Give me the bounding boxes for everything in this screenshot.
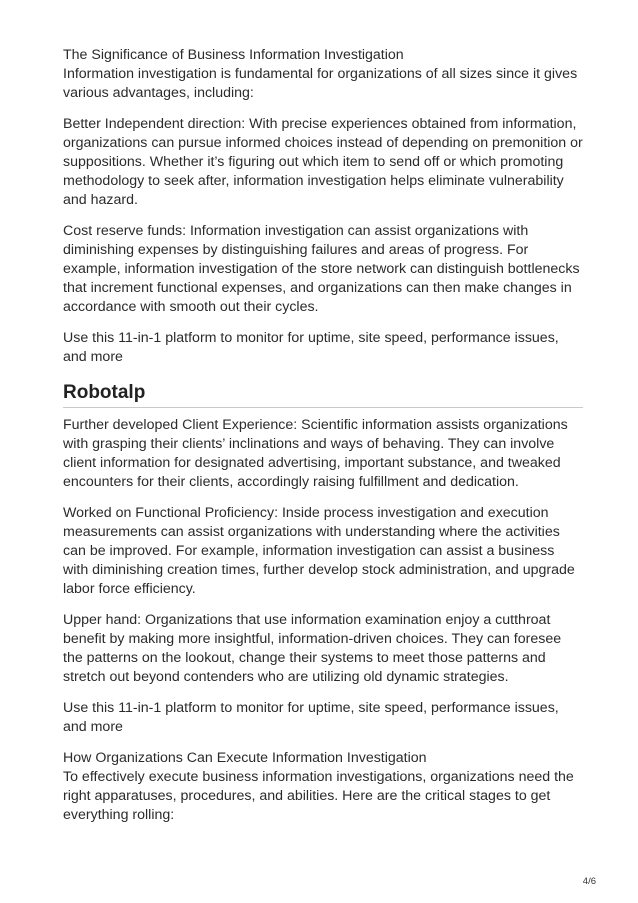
section-intro: To effectively execute business information investigations, organizations need the right apparatuses, procedures, and abilities. Here are the critical stages to get everything rolling: (63, 769, 574, 823)
paragraph-upper-hand: Upper hand: Organizations that use information examination enjoy a cutthroat benefit by making more insightful, information-driven choices. They can foresee the patterns on the lookout, change their systems to meet those patterns and stretch out beyond contenders who are utilizing old dynamic strategies. (63, 612, 562, 685)
paragraph-better-direction: Better Independent direction: With precise experiences obtained from information, organizations can pursue informed choices instead of depending on premonition or suppositions. Whether it’s figuring out which item to send off or which promoting methodology to seek after, information investigation helps eliminate vulnerability and hazard. (63, 116, 583, 208)
paragraph-client-experience: Further developed Client Experience: Scientific information assists organizations with grasping their clients’ inclinations and ways of behaving. They can involve client information for designated advertising, important substance, and tweaked encounters for their clients, accordingly raising fulfillment and dedication. (63, 417, 568, 490)
paragraph-cost-savings: Cost reserve funds: Information investigation can assist organizations with diminishing expenses by distinguishing failures and areas of progress. For example, information investigation of the store network can distinguish bottlenecks that increment functional expenses, and organizations can then make changes in accordance with smooth out their cycles. (63, 223, 580, 315)
section-title: How Organizations Can Execute Information Investigation (63, 750, 427, 766)
section-title: The Significance of Business Information Investigation (63, 47, 404, 63)
paragraph-functional-proficiency: Worked on Functional Proficiency: Inside process investigation and execution measurements can assist organizations with understanding where the activities can be improved. For example, information investigation can assist a business with diminishing creation times, further develop stock administration, and upgrade labor force efficiency. (63, 505, 575, 597)
page-number: 4/6 (582, 876, 596, 887)
promo-text: Use this 11-in-1 platform to monitor for uptime, site speed, performance issues, and more (63, 330, 559, 365)
robotalp-heading: Robotalp (63, 380, 583, 408)
section-intro: Information investigation is fundamental for organizations of all sizes since it gives various advantages, including: (63, 66, 578, 101)
promo-text: Use this 11-in-1 platform to monitor for uptime, site speed, performance issues, and more (63, 700, 559, 735)
document-page (63, 46, 583, 825)
